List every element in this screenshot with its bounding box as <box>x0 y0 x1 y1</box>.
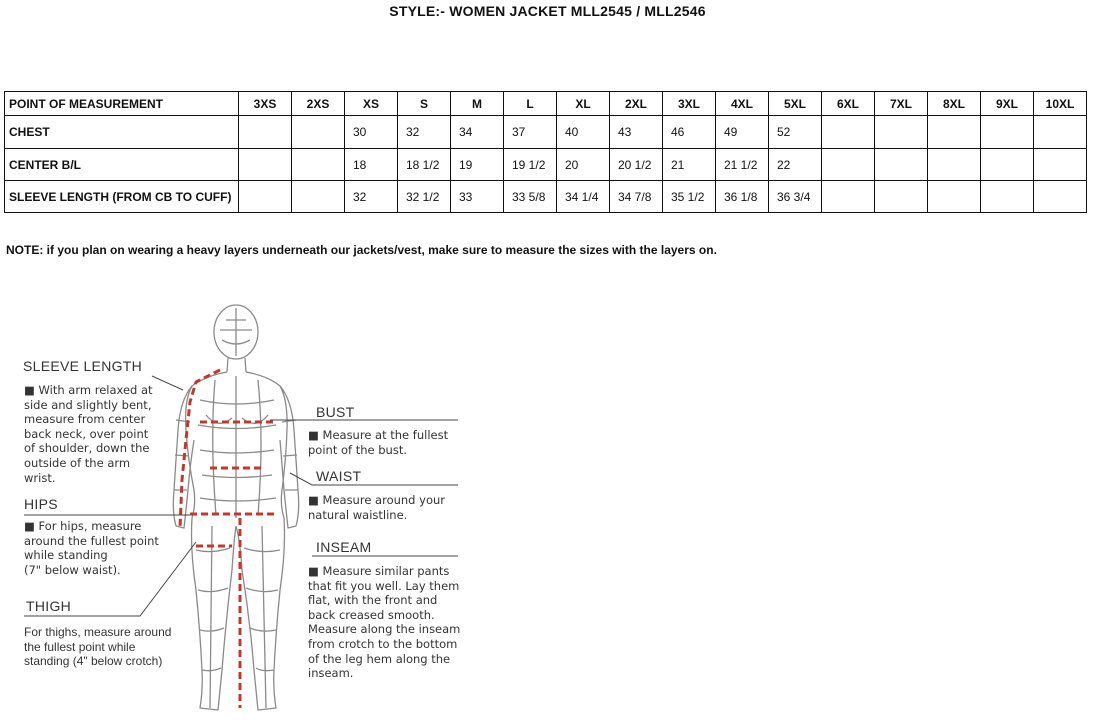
table-cell <box>292 149 345 181</box>
column-header: 5XL <box>769 92 822 116</box>
table-cell: 20 <box>557 149 610 181</box>
column-header: 4XL <box>716 92 769 116</box>
table-cell: 52 <box>769 116 822 149</box>
column-header: 8XL <box>928 92 981 116</box>
column-header: 7XL <box>875 92 928 116</box>
table-cell: 20 1/2 <box>610 149 663 181</box>
table-cell: 43 <box>610 116 663 149</box>
table-cell: 33 5/8 <box>504 181 557 213</box>
table-cell: 21 <box>663 149 716 181</box>
table-cell <box>822 181 875 213</box>
table-cell <box>981 181 1034 213</box>
table-cell: 30 <box>345 116 398 149</box>
inseam-text: ■ Measure similar pants that fit you well. Lay them flat, with the front and back creased smooth. Measure along the inseam from crotch to the bottom of the leg hem along the inseam. <box>308 564 461 681</box>
column-header: S <box>398 92 451 116</box>
column-header: 3XS <box>239 92 292 116</box>
hips-heading: HIPS <box>24 496 58 512</box>
body-figure <box>173 305 298 710</box>
table-cell: 19 1/2 <box>504 149 557 181</box>
table-cell <box>981 149 1034 181</box>
table-cell <box>239 181 292 213</box>
table-cell <box>1034 181 1087 213</box>
table-cell <box>875 116 928 149</box>
table-cell: 34 1/4 <box>557 181 610 213</box>
table-cell <box>239 149 292 181</box>
column-header: 3XL <box>663 92 716 116</box>
table-cell <box>292 181 345 213</box>
sleeve-length-text: ■ With arm relaxed at side and slightly bent, measure from center back neck, over point of shoulder, down the outside of the arm wrist. <box>24 383 153 485</box>
table-cell: 18 1/2 <box>398 149 451 181</box>
table-cell: 32 <box>345 181 398 213</box>
thigh-text: For thighs, measure around the fullest point while standing (4" below crotch) <box>24 625 172 669</box>
page-title: STYLE:- WOMEN JACKET MLL2545 / MLL2546 <box>389 3 706 19</box>
table-cell: 36 1/8 <box>716 181 769 213</box>
column-header: 2XS <box>292 92 345 116</box>
thigh-heading: THIGH <box>26 598 72 614</box>
column-header: 6XL <box>822 92 875 116</box>
table-cell <box>822 149 875 181</box>
sleeve-length-heading: SLEEVE LENGTH <box>23 358 143 374</box>
table-cell: 32 1/2 <box>398 181 451 213</box>
table-cell <box>822 116 875 149</box>
table-cell <box>1034 149 1087 181</box>
column-header: M <box>451 92 504 116</box>
inseam-heading: INSEAM <box>316 539 372 555</box>
row-label: CENTER B/L <box>5 149 239 181</box>
row-label: SLEEVE LENGTH (FROM CB TO CUFF) <box>5 181 239 213</box>
row-label: CHEST <box>5 116 239 149</box>
layering-note: NOTE: if you plan on wearing a heavy layers underneath our jackets/vest, make sure to measure the sizes with the layers on. <box>6 243 717 257</box>
table-cell: 49 <box>716 116 769 149</box>
measurement-guide <box>0 290 500 725</box>
bust-heading: BUST <box>316 404 355 420</box>
table-cell: 40 <box>557 116 610 149</box>
table-cell <box>292 116 345 149</box>
table-cell: 19 <box>451 149 504 181</box>
column-header: XL <box>557 92 610 116</box>
hips-text: ■ For hips, measure around the fullest point while standing (7" below waist). <box>24 519 159 577</box>
size-chart-table <box>4 91 1087 213</box>
table-cell <box>928 149 981 181</box>
bust-text: ■ Measure at the fullest point of the bust. <box>308 428 449 457</box>
column-header: L <box>504 92 557 116</box>
table-row <box>5 181 1087 213</box>
table-cell <box>875 149 928 181</box>
column-header: 2XL <box>610 92 663 116</box>
table-cell: 35 1/2 <box>663 181 716 213</box>
table-cell: 33 <box>451 181 504 213</box>
table-cell <box>928 116 981 149</box>
table-cell <box>928 181 981 213</box>
column-header: 10XL <box>1034 92 1087 116</box>
table-cell: 32 <box>398 116 451 149</box>
measurement-lines <box>180 370 278 708</box>
column-header: 9XL <box>981 92 1034 116</box>
table-cell: 21 1/2 <box>716 149 769 181</box>
column-header: POINT OF MEASUREMENT <box>5 92 239 116</box>
table-cell: 37 <box>504 116 557 149</box>
table-cell: 22 <box>769 149 822 181</box>
waist-heading: WAIST <box>316 468 362 484</box>
table-row <box>5 116 1087 149</box>
table-cell <box>875 181 928 213</box>
table-cell <box>1034 116 1087 149</box>
table-cell: 34 7/8 <box>610 181 663 213</box>
table-cell: 46 <box>663 116 716 149</box>
table-cell: 36 3/4 <box>769 181 822 213</box>
table-cell <box>239 116 292 149</box>
table-cell <box>981 116 1034 149</box>
table-cell: 34 <box>451 116 504 149</box>
table-row <box>5 149 1087 181</box>
table-cell: 18 <box>345 149 398 181</box>
table-header-row <box>5 92 1087 116</box>
waist-text: ■ Measure around your natural waistline. <box>308 493 446 522</box>
column-header: XS <box>345 92 398 116</box>
